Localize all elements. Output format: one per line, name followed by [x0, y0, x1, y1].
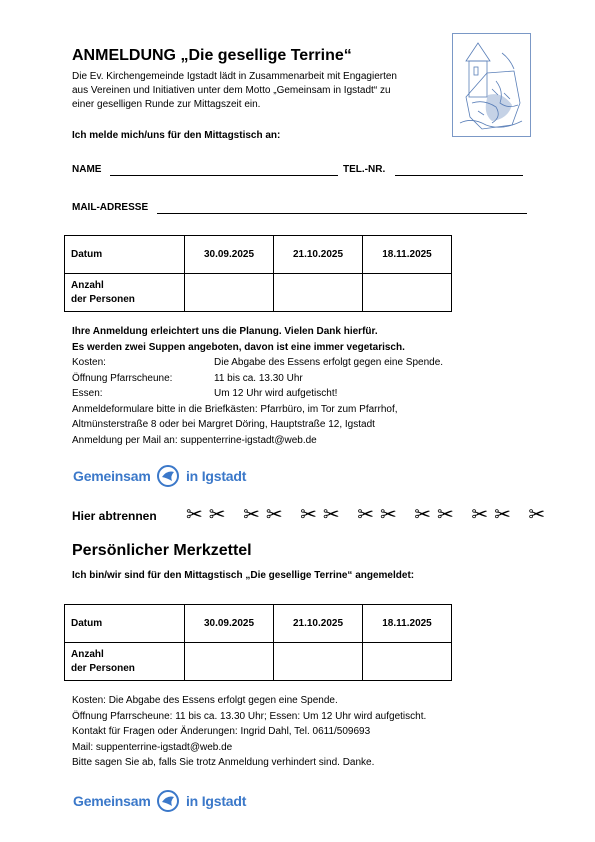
intro-text	[72, 70, 442, 112]
date-cell: 18.11.2025	[363, 605, 452, 643]
reminder-info	[72, 693, 532, 771]
info-value: Die Abgabe des Essens erfolgt gegen eine Spende.	[214, 357, 444, 368]
gemeinsam-logo	[73, 464, 246, 488]
logo-text: Gemeinsam	[73, 468, 151, 484]
persons-label	[65, 274, 185, 312]
church-sketch-image	[452, 33, 531, 137]
table-header-datum: Datum	[65, 605, 185, 643]
persons-input-cell[interactable]	[185, 274, 274, 312]
intro-line: Die Ev. Kirchengemeinde Igstadt lädt in Zusammenarbeit mit Engagierten	[72, 71, 397, 82]
mail-label: MAIL-ADRESSE	[72, 202, 149, 213]
reminder-table	[64, 604, 452, 681]
info-label: Öffnung Pfarrscheune:	[72, 372, 173, 384]
date-cell: 21.10.2025	[274, 236, 363, 274]
mail-field[interactable]	[157, 213, 527, 214]
date-cell: 30.09.2025	[185, 605, 274, 643]
persons-label-line: Anzahl	[71, 279, 104, 291]
info-row	[72, 355, 532, 371]
info-label: Kosten:	[72, 357, 106, 368]
scissors-icon: ✂✂ ✂✂ ✂✂ ✂✂ ✂✂ ✂✂ ✂	[186, 504, 552, 526]
persons-input-cell[interactable]	[274, 643, 363, 681]
reminder-subtitle: Ich bin/wir sind für den Mittagstisch „Die gesellige Terrine“ angemeldet:	[72, 570, 415, 581]
info-line: Anmeldeformulare bitte in die Briefkästen: Pfarrbüro, im Tor zum Pfarrhof,	[72, 403, 398, 415]
persons-input-cell[interactable]	[363, 274, 452, 312]
persons-label-line: Anzahl	[71, 648, 104, 660]
info-value: Um 12 Uhr wird aufgetischt!	[214, 388, 338, 399]
name-field[interactable]	[110, 175, 338, 176]
gemeinsam-logo	[73, 789, 246, 813]
info-row	[72, 371, 532, 387]
info-line: Ihre Anmeldung erleichtert uns die Planung. Vielen Dank hierfür.	[72, 326, 378, 337]
name-label: NAME	[72, 164, 102, 175]
date-cell: 21.10.2025	[274, 605, 363, 643]
info-value: 11 bis ca. 13.30 Uhr	[214, 372, 303, 384]
reminder-line: Mail: suppenterrine-igstadt@web.de	[72, 741, 233, 753]
info-line: Altmünsterstraße 8 oder bei Margret Döring, Hauptstraße 12, Igstadt	[72, 419, 375, 430]
signup-table	[64, 235, 452, 312]
date-cell: 18.11.2025	[363, 236, 452, 274]
reminder-line: Öffnung Pfarrscheune: 11 bis ca. 13.30 Uhr; Essen: Um 12 Uhr wird aufgetischt.	[72, 710, 427, 722]
logo-text: in Igstadt	[185, 468, 247, 484]
signup-label: Ich melde mich/uns für den Mittagstisch an:	[72, 130, 281, 141]
reminder-line: Kosten: Die Abgabe des Essens erfolgt gegen eine Spende.	[72, 695, 338, 706]
reminder-title: Persönlicher Merkzettel	[72, 542, 252, 559]
persons-input-cell[interactable]	[363, 643, 452, 681]
reminder-line: Bitte sagen Sie ab, falls Sie trotz Anmeldung verhindert sind. Danke.	[72, 757, 375, 768]
persons-input-cell[interactable]	[185, 643, 274, 681]
date-cell: 30.09.2025	[185, 236, 274, 274]
cut-label: Hier abtrennen	[72, 509, 157, 523]
logo-text: Gemeinsam	[73, 793, 151, 809]
tel-label: TEL.-NR.	[343, 164, 386, 175]
logo-text: in Igstadt	[185, 793, 247, 809]
info-line: Anmeldung per Mail an: suppenterrine-igstadt@web.de	[72, 434, 317, 446]
intro-line: aus Vereinen und Initiativen unter dem Motto „Gemeinsam in Igstadt“ zu	[72, 85, 391, 96]
reminder-line: Kontakt für Fragen oder Änderungen: Ingrid Dahl, Tel. 0611/509693	[72, 726, 371, 737]
info-line: Es werden zwei Suppen angeboten, davon ist eine immer vegetarisch.	[72, 341, 405, 353]
info-row	[72, 386, 532, 402]
dove-icon	[156, 789, 180, 813]
persons-label-line: der Personen	[71, 662, 135, 674]
persons-label-line: der Personen	[71, 293, 135, 305]
intro-line: einer geselligen Runde zur Mittagszeit ein.	[72, 99, 261, 110]
table-header-datum: Datum	[65, 236, 185, 274]
tel-field[interactable]	[395, 175, 523, 176]
info-label: Essen:	[72, 388, 103, 399]
persons-label	[65, 643, 185, 681]
dove-icon	[156, 464, 180, 488]
persons-input-cell[interactable]	[274, 274, 363, 312]
page-title: ANMELDUNG „Die gesellige Terrine“	[72, 47, 352, 64]
info-block	[72, 324, 532, 448]
